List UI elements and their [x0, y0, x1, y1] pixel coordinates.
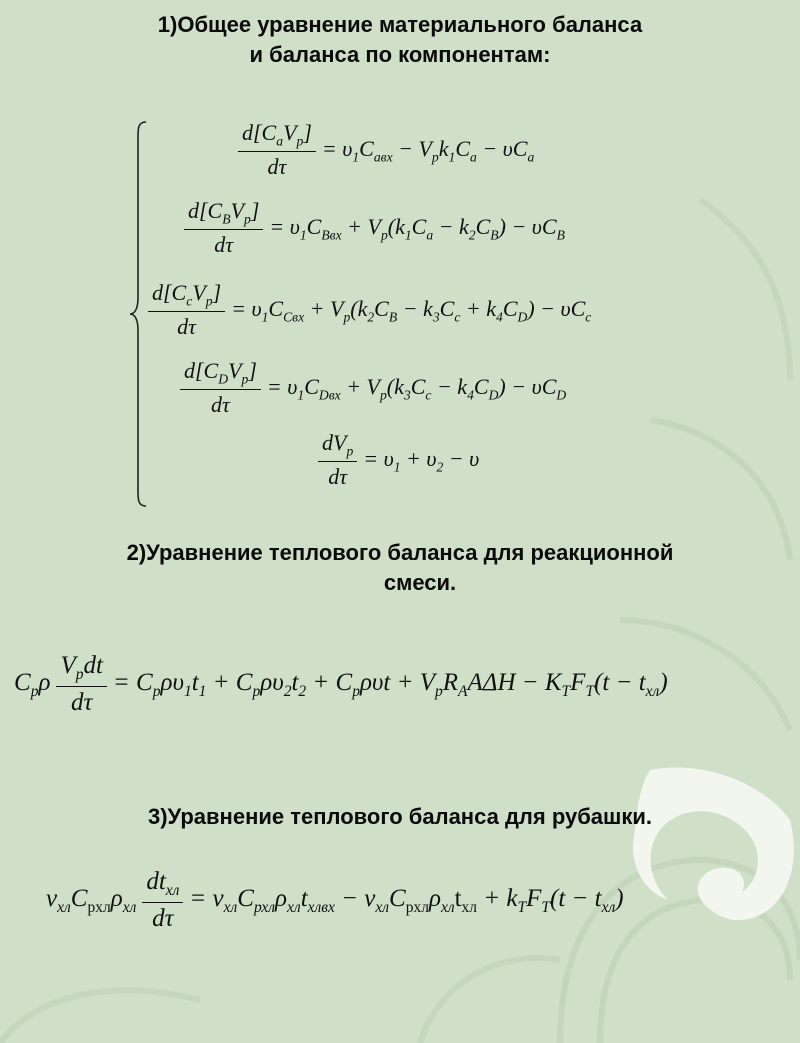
dragon-emblem [633, 767, 794, 920]
heading-material-balance [0, 10, 800, 70]
heading-line: 1)Общее уравнение материального баланса [157, 12, 643, 37]
equation-volume: $\frac{dV_p}{d\tau}$ = $\upsilon_1 + \upsilon_2 - \upsilon$ [312, 430, 479, 490]
heading-line: 2)Уравнение теплового баланса для реакционной [126, 540, 674, 565]
equation-ca: $\frac{d[C_aV_p]}{d\tau}$ = $\upsilon_1C_{aвх} - V_pk_1C_a - \upsilon C_a$ [232, 120, 534, 180]
equation-cc: $\frac{d[C_cV_p]}{d\tau}$ = $\upsilon_1C_{Cвх} + V_p(k_2C_B - k_3C_c + k_4C_D) - \upsilon C_c$ [142, 280, 591, 340]
heading-heat-balance-mixture [0, 538, 800, 598]
heading-line: 3)Уравнение теплового баланса для рубашки. [147, 804, 653, 829]
heading-line: смеси. [383, 570, 457, 595]
heading-line: и баланса по компонентам: [249, 42, 551, 67]
equation-cb: $\frac{d[C_BV_p]}{d\tau}$ = $\upsilon_1C_{Bвх} + V_p(k_1C_a - k_2C_B) - \upsilon C_B$ [178, 198, 565, 258]
equation-heat-mixture: $C_p\rho$ $\frac{V_pdt}{d\tau}$ = $C_p\rho\upsilon_1t_1 + C_p\rho\upsilon_2t_2 + C_p\rho\upsilon t + V_pR_AA\Delta H - K_TF_T(t - t_{хл})$ [14, 652, 668, 716]
equation-heat-jacket: $v_{хл}C_{рхл}\rho_{хл}$ $\frac{dt_{хл}}{d\tau}$ = $v_{хл}C_{рхл}\rho_{хл}t_{хлвх} - v_{хл}C_{рхл}\rho_{хл}t_{хл} + k_TF_T(t - t_{хл})$ [46, 868, 624, 932]
heading-heat-balance-jacket [0, 802, 800, 832]
equation-cd: $\frac{d[C_DV_p]}{d\tau}$ = $\upsilon_1C_{Dвх} + V_p(k_3C_c - k_4C_D) - \upsilon C_D$ [174, 358, 566, 418]
